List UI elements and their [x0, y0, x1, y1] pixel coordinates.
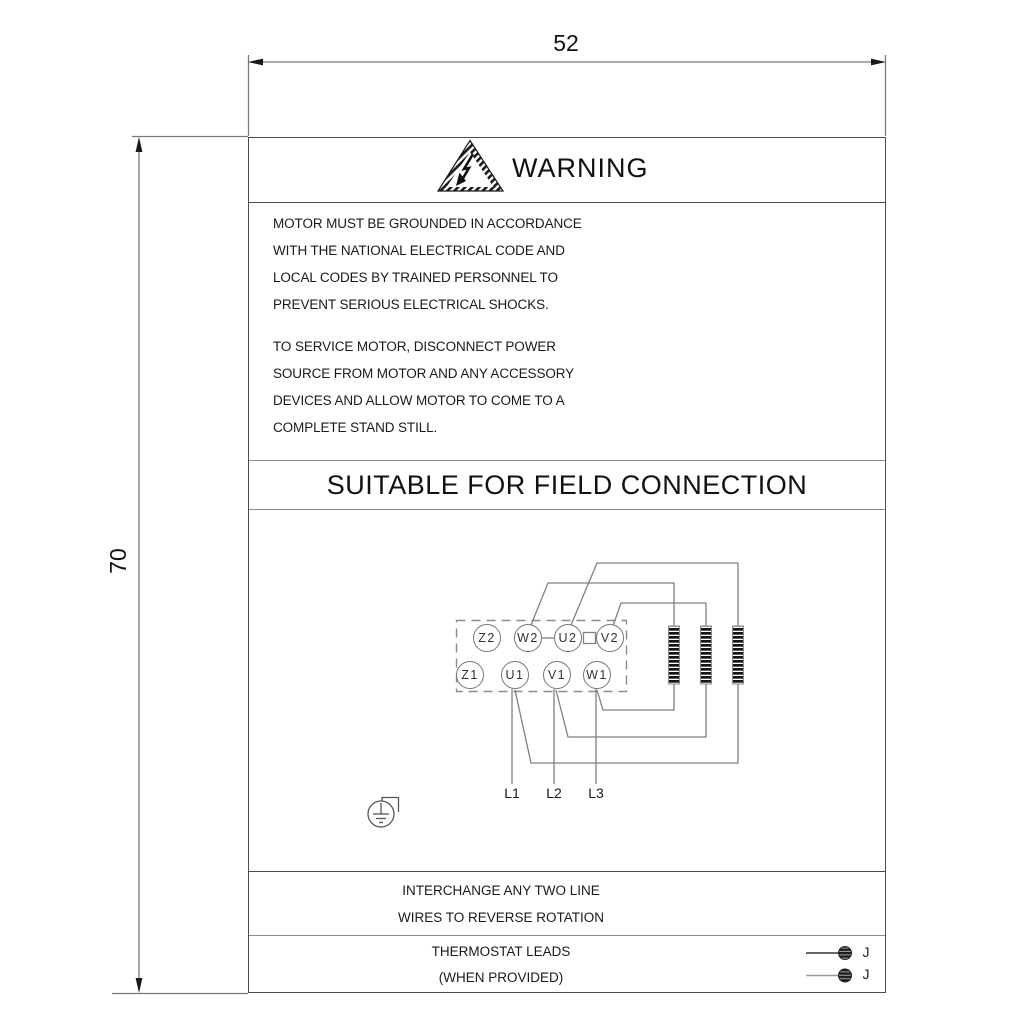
warning-p1-line3: LOCAL CODES BY TRAINED PERSONNEL TO	[273, 270, 558, 285]
terminal-u1: U1	[501, 661, 529, 689]
thermostat-line2: (WHEN PROVIDED)	[438, 970, 564, 985]
line-label-l2: L2	[546, 785, 562, 801]
divider-rotation	[249, 871, 885, 872]
line-label-l1: L1	[504, 785, 520, 801]
warning-p1-line1: MOTOR MUST BE GROUNDED IN ACCORDANCE	[273, 216, 582, 231]
warning-p2-line4: COMPLETE STAND STILL.	[273, 420, 438, 435]
divider-suitable-bottom	[249, 509, 885, 510]
divider-warning	[249, 202, 885, 203]
warning-paragraph-2	[273, 333, 603, 441]
dimension-height-label: 70	[105, 548, 131, 574]
line-label-l3: L3	[588, 785, 604, 801]
thermostat-note	[248, 939, 754, 991]
rotation-line1: INTERCHANGE ANY TWO LINE	[402, 883, 600, 898]
terminal-v1: V1	[543, 661, 571, 689]
rotation-note	[248, 877, 754, 931]
terminal-u2: U2	[554, 624, 582, 652]
terminal-z1: Z1	[456, 661, 484, 689]
terminal-z2: Z2	[473, 624, 501, 652]
terminal-w1: W1	[583, 661, 611, 689]
dimension-width	[249, 55, 886, 136]
field-connection-title: SUITABLE FOR FIELD CONNECTION	[326, 470, 808, 500]
warning-title: WARNING	[512, 153, 649, 183]
divider-thermostat	[249, 935, 885, 936]
warning-paragraph-1	[273, 210, 603, 318]
warning-p1-line2: WITH THE NATIONAL ELECTRICAL CODE AND	[273, 243, 565, 258]
rotation-line2: WIRES TO REVERSE ROTATION	[397, 910, 605, 925]
thermostat-line1: THERMOSTAT LEADS	[431, 944, 571, 959]
warning-p2-line3: DEVICES AND ALLOW MOTOR TO COME TO A	[273, 393, 565, 408]
warning-p2-line2: SOURCE FROM MOTOR AND ANY ACCESSORY	[273, 366, 575, 381]
dimension-width-label: 52	[553, 30, 579, 56]
terminal-v2: V2	[596, 624, 624, 652]
thermostat-lead-label-2: J	[862, 966, 870, 982]
thermostat-lead-label-1: J	[862, 944, 870, 960]
warning-p2-line1: TO SERVICE MOTOR, DISCONNECT POWER	[273, 339, 556, 354]
warning-p1-line4: PREVENT SERIOUS ELECTRICAL SHOCKS.	[273, 297, 549, 312]
terminal-w2: W2	[514, 624, 542, 652]
